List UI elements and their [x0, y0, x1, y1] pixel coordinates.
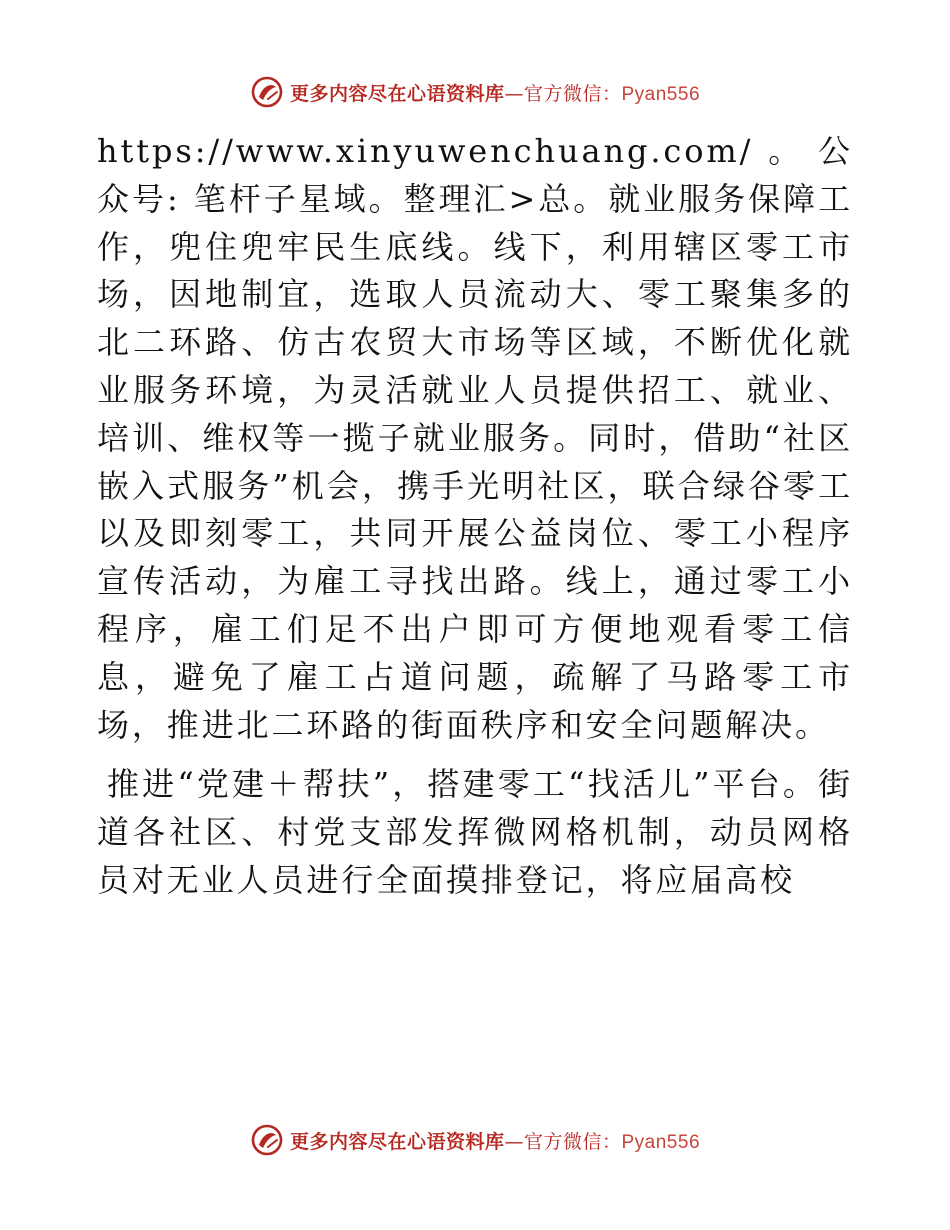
footer-banner-wechat-id: Pyan556	[621, 1131, 701, 1153]
footer-banner-main: 更多内容尽在心语资料库	[289, 1130, 505, 1153]
footer-banner-dash: —	[504, 1130, 524, 1153]
footer-watermark-banner	[0, 1120, 950, 1160]
header-banner-main: 更多内容尽在心语资料库	[289, 82, 505, 105]
paragraph-2: 推进“党建＋帮扶”，搭建零工“找活儿”平台。街道各社区、村党支部发挥微网格机制，动员网格员对无业人员进行全面摸排登记，将应届高校	[97, 765, 853, 899]
header-banner-wechat-id: Pyan556	[621, 83, 701, 105]
header-banner-dash: —	[504, 82, 524, 105]
header-banner-official-label: 官方微信：	[523, 82, 622, 105]
header-banner-text	[290, 79, 700, 106]
paragraph-1: https://www.xinyuwenchuang.com/。公众号: 笔杆子星域。整理汇>总。就业服务保障工作，兜住兜牢民生底线。线下，利用辖区零工市场，因地制宜，选取人员流动大、零工聚集多的北二环路、仿古农贸大市场等区域，不断优化就业服务环境，为灵活就业人员提供招工、就业、培训、维权等一揽子就业服务。同时，借助“社区嵌入式服务”机会，携手光明社区，联合绿谷零工以及即刻零工，共同开展公益岗位、零工小程序宣传活动，为雇工寻找出路。线上，通过零工小程序，雇工们足不出户即可方便地观看零工信息，避免了雇工占道问题，疏解了马路零工市场，推进北二环路的街面秩序和安全问题解决。	[97, 132, 853, 744]
xinyu-logo-icon	[250, 1123, 284, 1157]
document-body	[97, 128, 853, 905]
header-watermark-banner	[0, 72, 950, 112]
footer-banner-official-label: 官方微信：	[523, 1130, 622, 1153]
footer-banner-text	[290, 1127, 700, 1154]
xinyu-logo-icon	[250, 75, 284, 109]
